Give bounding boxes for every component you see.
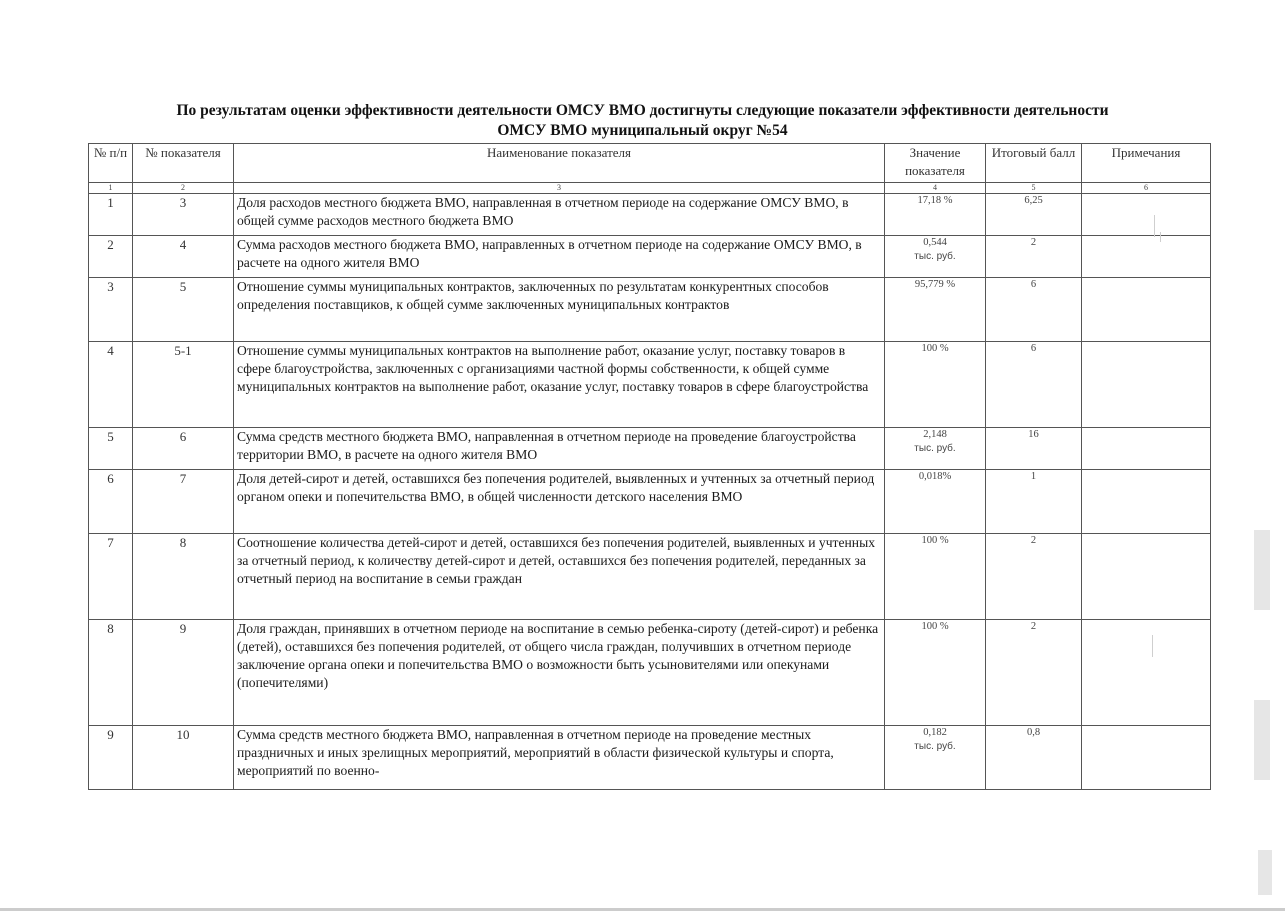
indicator-name: Отношение суммы муниципальных контрактов, заключенных по результатам конкурентных способов определения поставщиков, к общей сумме заключенных муниципальных контрактов <box>234 278 885 342</box>
indicator-number: 5 <box>133 278 234 342</box>
final-score: 0,8 <box>986 726 1082 790</box>
value-number: 100 % <box>921 621 949 632</box>
final-score: 1 <box>986 470 1082 534</box>
column-index-row <box>89 183 1211 194</box>
indicator-value <box>885 428 986 470</box>
final-score: 2 <box>986 620 1082 726</box>
value-number: 100 % <box>921 535 949 546</box>
indicator-number: 5-1 <box>133 342 234 428</box>
scan-artifact <box>1160 232 1161 242</box>
column-index: 2 <box>133 183 234 194</box>
indicator-number: 8 <box>133 534 234 620</box>
final-score: 6 <box>986 342 1082 428</box>
table-row <box>89 428 1211 470</box>
table-row <box>89 278 1211 342</box>
table-row <box>89 194 1211 236</box>
indicator-number: 10 <box>133 726 234 790</box>
final-score: 2 <box>986 236 1082 278</box>
table-row <box>89 534 1211 620</box>
indicator-number: 3 <box>133 194 234 236</box>
indicator-number: 4 <box>133 236 234 278</box>
final-score: 6,25 <box>986 194 1082 236</box>
column-index: 3 <box>234 183 885 194</box>
value-unit: тыс. руб. <box>914 251 956 262</box>
notes-cell <box>1082 194 1211 236</box>
indicator-value <box>885 726 986 790</box>
notes-cell <box>1082 620 1211 726</box>
indicator-value <box>885 470 986 534</box>
final-score: 16 <box>986 428 1082 470</box>
header-indicator-num: № показателя <box>133 144 234 183</box>
indicator-value <box>885 194 986 236</box>
row-number: 6 <box>89 470 133 534</box>
indicator-name: Сумма средств местного бюджета ВМО, направленная в отчетном периоде на проведение местных праздничных и иных зрелищных мероприятий, мероприятий в области физической культуры и спорта, мероприятий по военно- <box>234 726 885 790</box>
header-num: № п/п <box>89 144 133 183</box>
indicator-name: Доля граждан, принявших в отчетном периоде на воспитание в семью ребенка-сироту (детей-сирот) и ребенка (детей), оставшихся без попечения родителей, от общего числа граждан, получивших в отчетном периоде заключение органа опеки и попечительства ВМО о возможности быть усыновителями или опекунами (попечителями) <box>234 620 885 726</box>
document-title <box>80 101 1205 141</box>
final-score: 2 <box>986 534 1082 620</box>
value-unit: тыс. руб. <box>914 443 956 454</box>
scan-artifact <box>1154 215 1155 237</box>
header-notes: Примечания <box>1082 144 1211 183</box>
row-number: 3 <box>89 278 133 342</box>
notes-cell <box>1082 726 1211 790</box>
table-body <box>89 144 1211 790</box>
notes-cell <box>1082 534 1211 620</box>
header-name: Наименование показателя <box>234 144 885 183</box>
row-number: 7 <box>89 534 133 620</box>
value-number: 95,779 % <box>914 279 956 290</box>
value-number: 100 % <box>921 343 949 354</box>
row-number: 9 <box>89 726 133 790</box>
header-score: Итоговый балл <box>986 144 1082 183</box>
row-number: 2 <box>89 236 133 278</box>
indicator-name: Доля расходов местного бюджета ВМО, направленная в отчетном периоде на содержание ОМСУ ВМО, в общей сумме расходов местного бюджета ВМО <box>234 194 885 236</box>
row-number: 8 <box>89 620 133 726</box>
indicators-table <box>88 143 1211 790</box>
indicator-value <box>885 534 986 620</box>
header-value: Значение показателя <box>885 144 986 183</box>
scan-artifact <box>1258 850 1272 895</box>
row-number: 1 <box>89 194 133 236</box>
notes-cell <box>1082 342 1211 428</box>
indicator-value <box>885 342 986 428</box>
notes-cell <box>1082 470 1211 534</box>
notes-cell <box>1082 428 1211 470</box>
value-number: 0,544 <box>923 237 947 248</box>
indicator-value <box>885 278 986 342</box>
scan-artifact <box>1254 530 1270 610</box>
indicator-name: Соотношение количества детей-сирот и детей, оставшихся без попечения родителей, выявленных и учтенных за отчетный период, к количеству детей-сирот и детей, оставшихся без попечения родителей, переданных за отчетный период на воспитание в семьи граждан <box>234 534 885 620</box>
indicator-number: 7 <box>133 470 234 534</box>
row-number: 4 <box>89 342 133 428</box>
table-row <box>89 470 1211 534</box>
scan-edge <box>0 908 1285 911</box>
indicator-name: Отношение суммы муниципальных контрактов на выполнение работ, оказание услуг, поставку товаров в сфере благоустройства, заключенных с организациями частной формы собственности, к общей сумме муниципальных контрактов на выполнение работ, оказание услуг, поставку товаров в сфере благоустройства <box>234 342 885 428</box>
table-row <box>89 236 1211 278</box>
title-line-2: ОМСУ ВМО муниципальный округ №54 <box>497 122 788 139</box>
indicator-name: Сумма средств местного бюджета ВМО, направленная в отчетном периоде на проведение благоустройства территории ВМО, в расчете на одного жителя ВМО <box>234 428 885 470</box>
value-number: 0,182 <box>923 727 947 738</box>
value-number: 2,148 <box>923 429 947 440</box>
column-index: 4 <box>885 183 986 194</box>
value-number: 17,18 % <box>917 195 953 206</box>
final-score: 6 <box>986 278 1082 342</box>
indicator-number: 6 <box>133 428 234 470</box>
indicator-value <box>885 236 986 278</box>
value-number: 0,018% <box>918 471 952 482</box>
header-row <box>89 144 1211 183</box>
column-index: 6 <box>1082 183 1211 194</box>
column-index: 1 <box>89 183 133 194</box>
indicator-value <box>885 620 986 726</box>
table-row <box>89 620 1211 726</box>
row-number: 5 <box>89 428 133 470</box>
scan-artifact <box>1254 700 1270 780</box>
indicator-name: Сумма расходов местного бюджета ВМО, направленных в отчетном периоде на содержание ОМСУ ВМО, в расчете на одного жителя ВМО <box>234 236 885 278</box>
notes-cell <box>1082 236 1211 278</box>
notes-cell <box>1082 278 1211 342</box>
value-unit: тыс. руб. <box>914 741 956 752</box>
column-index: 5 <box>986 183 1082 194</box>
title-line-1: По результатам оценки эффективности деятельности ОМСУ ВМО достигнуты следующие показатели эффективности деятельности <box>176 102 1109 119</box>
table-row <box>89 726 1211 790</box>
table-row <box>89 342 1211 428</box>
scan-artifact <box>1152 635 1153 657</box>
indicator-name: Доля детей-сирот и детей, оставшихся без попечения родителей, выявленных и учтенных за отчетный период органом опеки и попечительства ВМО, в общей численности детского населения ВМО <box>234 470 885 534</box>
indicator-number: 9 <box>133 620 234 726</box>
